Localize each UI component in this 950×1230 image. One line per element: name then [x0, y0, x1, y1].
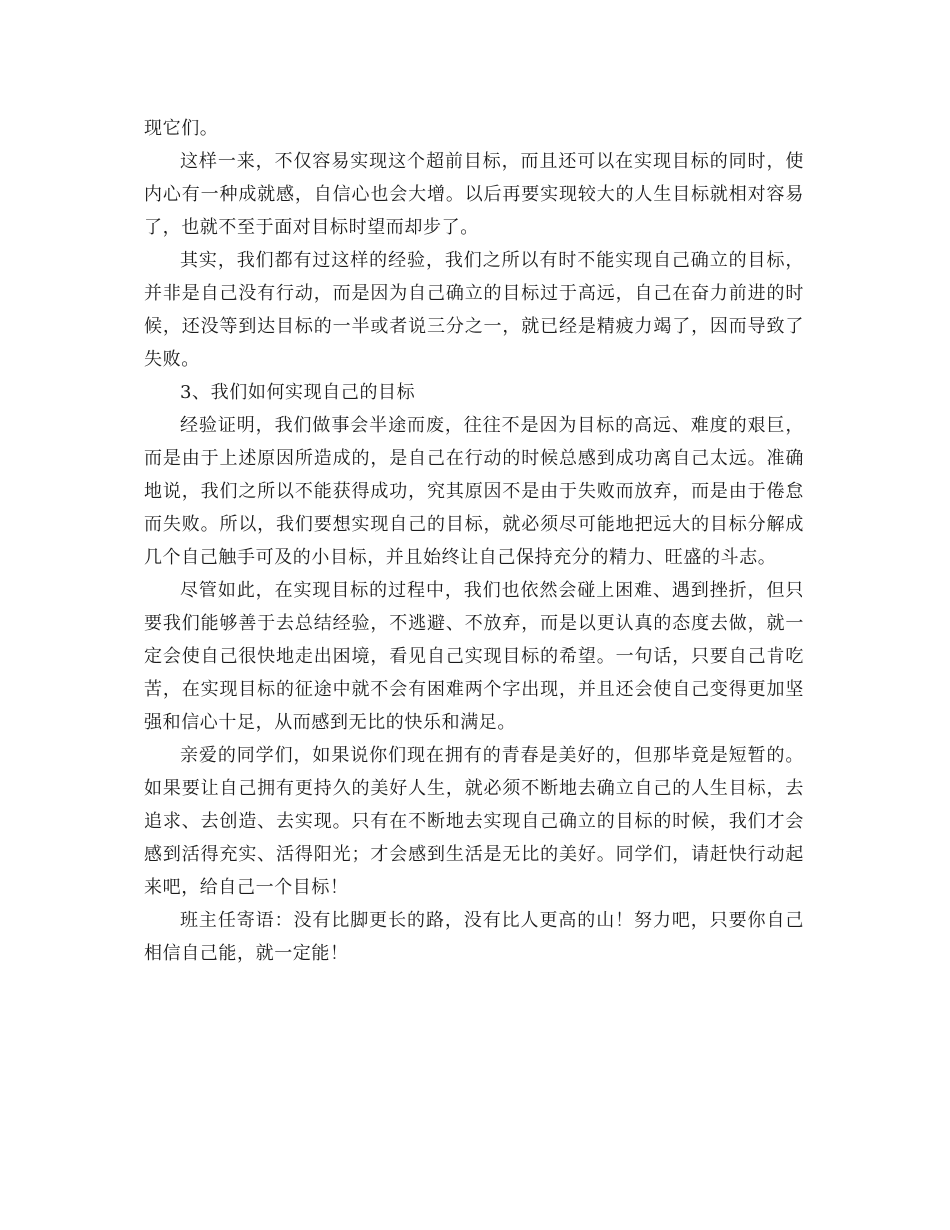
paragraph: 尽管如此，在实现目标的过程中，我们也依然会碰上困难、遇到挫折，但只要我们能够善于去总结经验，不逃避、不放弃，而是以更认真的态度去做，就一定会使自己很快地走出困境，看见自己实现目标的希望。一句话，只要自己肯吃苦，在实现目标的征途中就不会有困难两个字出现，并且还会使自己变得更加坚强和信心十足，从而感到无比的快乐和满足。: [144, 580, 804, 733]
paragraph: 亲爱的同学们，如果说你们现在拥有的青春是美好的，但那毕竟是短暂的。如果要让自己拥有更持久的美好人生，就必须不断地去确立自己的人生目标，去追求、去创造、去实现。只有在不断地去实现自己确立的目标的时候，我们才会感到活得充实、活得阳光；才会感到生活是无比的美好。同学们，请赶快行动起来吧，给自己一个目标！: [144, 745, 804, 898]
paragraph: 这样一来，不仅容易实现这个超前目标，而且还可以在实现目标的同时，使内心有一种成就感，自信心也会大增。以后再要实现较大的人生目标就相对容易了，也就不至于面对目标时望而却步了。: [144, 151, 804, 238]
paragraph: 经验证明，我们做事会半途而废，往往不是因为目标的高远、难度的艰巨，而是由于上述原因所造成的，是自己在行动的时候总感到成功离自己太远。准确地说，我们之所以不能获得成功，究其原因不是由于失败而放弃，而是由于倦怠而失败。所以，我们要想实现自己的目标，就必须尽可能地把远大的目标分解成几个自己触手可及的小目标，并且始终让自己保持充分的精力、旺盛的斗志。: [144, 415, 804, 568]
teacher-message: 班主任寄语：没有比脚更长的路，没有比人更高的山！努力吧，只要你自己相信自己能，就一定能！: [144, 910, 804, 964]
document-body: [144, 112, 804, 970]
paragraph: 其实，我们都有过这样的经验，我们之所以有时不能实现自己确立的目标，并非是自己没有行动，而是因为自己确立的目标过于高远，自己在奋力前进的时候，还没等到达目标的一半或者说三分之一，就已经是精疲力竭了，因而导致了失败。: [144, 250, 804, 370]
paragraph-continuation: 现它们。: [144, 118, 219, 139]
section-heading: 3、我们如何实现自己的目标: [180, 382, 416, 403]
